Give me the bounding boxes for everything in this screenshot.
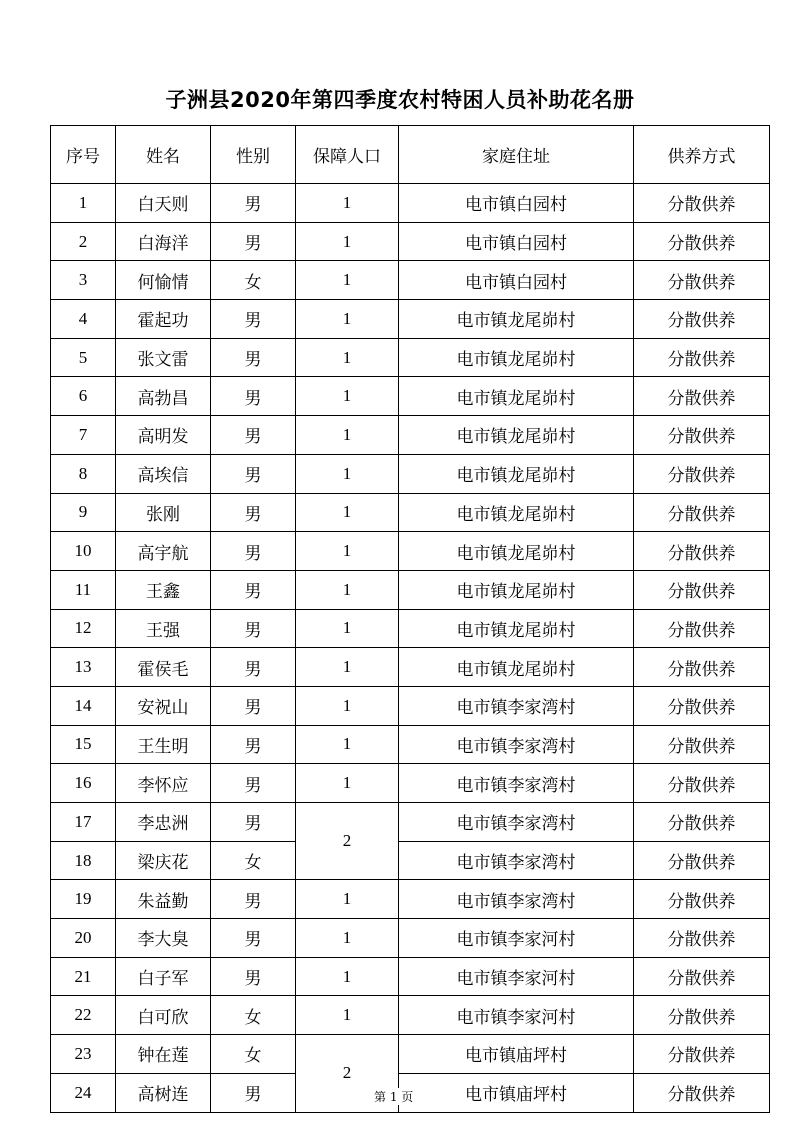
- cell-count: 1: [296, 493, 399, 532]
- cell-address: 电市镇龙尾峁村: [399, 570, 634, 609]
- cell-count: 1: [296, 764, 399, 803]
- cell-address: 电市镇龙尾峁村: [399, 377, 634, 416]
- roster-table: [50, 125, 770, 1113]
- cell-method: 分散供养: [634, 996, 770, 1035]
- cell-gender: 男: [211, 919, 296, 958]
- table-row: [51, 570, 770, 609]
- cell-name: 王强: [116, 609, 211, 648]
- table-row: [51, 338, 770, 377]
- header-address: 家庭住址: [399, 126, 634, 184]
- table-row: [51, 880, 770, 919]
- cell-gender: 男: [211, 416, 296, 455]
- cell-method: 分散供养: [634, 764, 770, 803]
- cell-name: 高勃昌: [116, 377, 211, 416]
- cell-count: 1: [296, 996, 399, 1035]
- cell-name: 张刚: [116, 493, 211, 532]
- cell-name: 李怀应: [116, 764, 211, 803]
- cell-method: 分散供养: [634, 919, 770, 958]
- cell-count: 1: [296, 184, 399, 223]
- table-row: [51, 648, 770, 687]
- cell-method: 分散供养: [634, 338, 770, 377]
- cell-address: 电市镇李家湾村: [399, 686, 634, 725]
- table-row: [51, 957, 770, 996]
- table-row: [51, 454, 770, 493]
- cell-gender: 男: [211, 880, 296, 919]
- cell-address: 电市镇李家湾村: [399, 841, 634, 880]
- cell-gender: 男: [211, 338, 296, 377]
- cell-seq: 11: [51, 570, 116, 609]
- cell-seq: 15: [51, 725, 116, 764]
- table-row: [51, 609, 770, 648]
- table-body: [51, 184, 770, 1113]
- cell-method: 分散供养: [634, 222, 770, 261]
- cell-gender: 男: [211, 493, 296, 532]
- table-row: [51, 261, 770, 300]
- cell-address: 电市镇李家湾村: [399, 880, 634, 919]
- cell-name: 高宇航: [116, 532, 211, 571]
- cell-method: 分散供养: [634, 261, 770, 300]
- cell-count: 1: [296, 377, 399, 416]
- cell-count: 1: [296, 919, 399, 958]
- cell-address: 电市镇龙尾峁村: [399, 648, 634, 687]
- cell-address: 电市镇李家湾村: [399, 803, 634, 842]
- header-seq: 序号: [51, 126, 116, 184]
- table-row: [51, 919, 770, 958]
- cell-method: 分散供养: [634, 880, 770, 919]
- cell-name: 李大臭: [116, 919, 211, 958]
- cell-gender: 男: [211, 222, 296, 261]
- cell-name: 白子军: [116, 957, 211, 996]
- header-name: 姓名: [116, 126, 211, 184]
- cell-count: 2: [296, 1035, 399, 1112]
- cell-seq: 1: [51, 184, 116, 223]
- cell-name: 王鑫: [116, 570, 211, 609]
- cell-count: 1: [296, 222, 399, 261]
- cell-count: 1: [296, 416, 399, 455]
- cell-count: 2: [296, 803, 399, 880]
- cell-count: 1: [296, 454, 399, 493]
- cell-name: 白海洋: [116, 222, 211, 261]
- cell-address: 电市镇龙尾峁村: [399, 300, 634, 339]
- table-row: [51, 184, 770, 223]
- cell-seq: 10: [51, 532, 116, 571]
- cell-gender: 女: [211, 996, 296, 1035]
- cell-gender: 男: [211, 803, 296, 842]
- cell-method: 分散供养: [634, 841, 770, 880]
- cell-seq: 23: [51, 1035, 116, 1074]
- cell-name: 张文雷: [116, 338, 211, 377]
- cell-gender: 男: [211, 648, 296, 687]
- cell-count: 1: [296, 300, 399, 339]
- cell-gender: 男: [211, 184, 296, 223]
- cell-count: 1: [296, 570, 399, 609]
- cell-address: 电市镇庙坪村: [399, 1035, 634, 1074]
- cell-method: 分散供养: [634, 454, 770, 493]
- cell-method: 分散供养: [634, 184, 770, 223]
- cell-seq: 19: [51, 880, 116, 919]
- cell-name: 霍起功: [116, 300, 211, 339]
- table-row: [51, 725, 770, 764]
- cell-seq: 16: [51, 764, 116, 803]
- table-row: [51, 996, 770, 1035]
- cell-count: 1: [296, 648, 399, 687]
- cell-method: 分散供养: [634, 803, 770, 842]
- cell-seq: 21: [51, 957, 116, 996]
- cell-seq: 7: [51, 416, 116, 455]
- cell-count: 1: [296, 725, 399, 764]
- cell-name: 钟在莲: [116, 1035, 211, 1074]
- cell-seq: 5: [51, 338, 116, 377]
- cell-gender: 男: [211, 300, 296, 339]
- cell-method: 分散供养: [634, 1035, 770, 1074]
- cell-seq: 22: [51, 996, 116, 1035]
- page-footer: 第 1 页: [374, 1090, 414, 1104]
- cell-name: 白可欣: [116, 996, 211, 1035]
- cell-address: 电市镇李家河村: [399, 957, 634, 996]
- cell-address: 电市镇龙尾峁村: [399, 532, 634, 571]
- cell-method: 分散供养: [634, 532, 770, 571]
- cell-method: 分散供养: [634, 493, 770, 532]
- cell-address: 电市镇李家湾村: [399, 764, 634, 803]
- cell-method: 分散供养: [634, 1073, 770, 1112]
- cell-address: 电市镇李家湾村: [399, 725, 634, 764]
- cell-seq: 6: [51, 377, 116, 416]
- cell-address: 电市镇白园村: [399, 184, 634, 223]
- cell-address: 电市镇白园村: [399, 222, 634, 261]
- cell-seq: 18: [51, 841, 116, 880]
- table-row: [51, 1035, 770, 1074]
- cell-name: 高树连: [116, 1073, 211, 1112]
- cell-method: 分散供养: [634, 377, 770, 416]
- cell-name: 朱益勤: [116, 880, 211, 919]
- cell-gender: 男: [211, 609, 296, 648]
- table-row: [51, 300, 770, 339]
- cell-name: 霍侯毛: [116, 648, 211, 687]
- cell-seq: 12: [51, 609, 116, 648]
- cell-address: 电市镇龙尾峁村: [399, 338, 634, 377]
- cell-seq: 13: [51, 648, 116, 687]
- cell-gender: 男: [211, 957, 296, 996]
- cell-gender: 男: [211, 377, 296, 416]
- cell-address: 电市镇龙尾峁村: [399, 493, 634, 532]
- cell-seq: 17: [51, 803, 116, 842]
- cell-address: 电市镇庙坪村: [399, 1073, 634, 1112]
- cell-count: 1: [296, 338, 399, 377]
- header-count: 保障人口: [296, 126, 399, 184]
- cell-seq: 8: [51, 454, 116, 493]
- table-row: [51, 532, 770, 571]
- cell-method: 分散供养: [634, 725, 770, 764]
- cell-address: 电市镇龙尾峁村: [399, 609, 634, 648]
- cell-gender: 男: [211, 532, 296, 571]
- cell-address: 电市镇李家河村: [399, 996, 634, 1035]
- cell-gender: 女: [211, 841, 296, 880]
- header-method: 供养方式: [634, 126, 770, 184]
- cell-seq: 9: [51, 493, 116, 532]
- cell-seq: 2: [51, 222, 116, 261]
- cell-seq: 4: [51, 300, 116, 339]
- cell-address: 电市镇龙尾峁村: [399, 454, 634, 493]
- table-row: [51, 803, 770, 842]
- header-gender: 性别: [211, 126, 296, 184]
- cell-name: 李忠洲: [116, 803, 211, 842]
- cell-name: 高明发: [116, 416, 211, 455]
- table-row: [51, 377, 770, 416]
- cell-name: 白天则: [116, 184, 211, 223]
- table-row: [51, 841, 770, 880]
- cell-address: 电市镇龙尾峁村: [399, 416, 634, 455]
- cell-count: 1: [296, 686, 399, 725]
- cell-name: 梁庆花: [116, 841, 211, 880]
- cell-method: 分散供养: [634, 648, 770, 687]
- cell-seq: 14: [51, 686, 116, 725]
- cell-name: 王生明: [116, 725, 211, 764]
- table-row: [51, 764, 770, 803]
- cell-gender: 女: [211, 261, 296, 300]
- cell-seq: 3: [51, 261, 116, 300]
- cell-address: 电市镇白园村: [399, 261, 634, 300]
- cell-address: 电市镇李家河村: [399, 919, 634, 958]
- table-header-row: [51, 126, 770, 184]
- cell-seq: 20: [51, 919, 116, 958]
- cell-count: 1: [296, 532, 399, 571]
- cell-seq: 24: [51, 1073, 116, 1112]
- cell-count: 1: [296, 957, 399, 996]
- table-row: [51, 686, 770, 725]
- cell-method: 分散供养: [634, 416, 770, 455]
- cell-method: 分散供养: [634, 609, 770, 648]
- cell-name: 何愉情: [116, 261, 211, 300]
- cell-count: 1: [296, 261, 399, 300]
- table-row: [51, 222, 770, 261]
- table-row: [51, 493, 770, 532]
- table-row: [51, 416, 770, 455]
- cell-gender: 男: [211, 1073, 296, 1112]
- cell-gender: 男: [211, 725, 296, 764]
- document-title: 子洲县2020年第四季度农村特困人员补助花名册: [165, 88, 635, 112]
- cell-method: 分散供养: [634, 686, 770, 725]
- cell-name: 安祝山: [116, 686, 211, 725]
- cell-method: 分散供养: [634, 300, 770, 339]
- cell-name: 高埃信: [116, 454, 211, 493]
- cell-count: 1: [296, 880, 399, 919]
- cell-gender: 男: [211, 454, 296, 493]
- cell-gender: 男: [211, 764, 296, 803]
- cell-method: 分散供养: [634, 570, 770, 609]
- cell-gender: 女: [211, 1035, 296, 1074]
- cell-count: 1: [296, 609, 399, 648]
- cell-method: 分散供养: [634, 957, 770, 996]
- cell-gender: 男: [211, 686, 296, 725]
- cell-gender: 男: [211, 570, 296, 609]
